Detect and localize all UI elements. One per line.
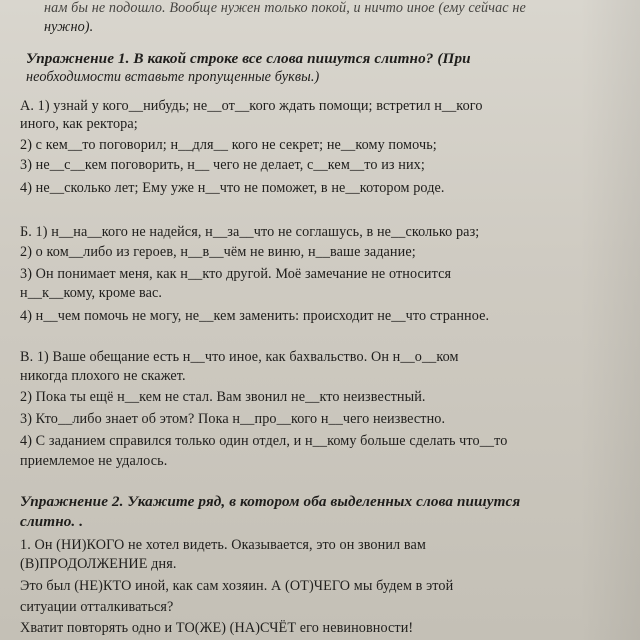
text-line-v1: В. 1) Ваше обещание есть н__что иное, как бахвальство. Он н__о__ком	[20, 349, 459, 365]
exercise-2-heading: Упражнение 2. Укажите ряд, в котором оба выделенных слова пишутся	[20, 493, 521, 510]
text-line-a1: А. 1) узнай у кого__нибудь; не__от__кого ждать помощи; встретил н__кого	[20, 98, 483, 114]
text-line-e2-2: Это был (НЕ)КТО иной, как сам хозяин. А (ОТ)ЧЕГО мы будем в этой	[20, 578, 454, 594]
text-line-v3: 3) Кто__либо знает об этом? Пока н__про__кого н__чего неизвестно.	[20, 411, 446, 427]
page-edge-shadow	[580, 0, 640, 640]
text-line-b3: 3) Он понимает меня, как н__кто другой. Моё замечание не относится	[20, 266, 452, 282]
text-line-b4: 4) н__чем помочь не могу, не__кем заменить: происходит не__что странное.	[20, 308, 490, 324]
text-line-e2-3: Хватит повторять одно и ТО(ЖЕ) (НА)СЧЁТ его невиновности!	[20, 620, 414, 636]
exercise-1-heading: Упражнение 1. В какой строке все слова пишутся слитно? (При	[26, 50, 471, 67]
text-line-v4-cont: приемлемое не удалось.	[20, 453, 168, 469]
text-line-v1-cont: никогда плохого не скажет.	[20, 368, 186, 384]
exercise-2-heading-cont: слитно. .	[20, 513, 84, 530]
text-line-1: нам бы не подошло. Вообще нужен только покой, и ничто иное (ему сейчас не	[44, 0, 526, 16]
text-line-b2: 2) о ком__либо из героев, н__в__чём не виню, н__ваше задание;	[20, 244, 416, 260]
text-line-v2: 2) Пока ты ещё н__кем не стал. Вам звонил не__кто неизвестный.	[20, 389, 426, 405]
text-line-a3: 3) не__с__кем поговорить, н__ чего не делает, с__кем__то из них;	[20, 157, 425, 173]
text-line-b3-cont: н__к__кому, кроме вас.	[20, 285, 163, 301]
text-line-e2-2-cont: ситуации отталкиваться?	[20, 599, 174, 615]
exercise-1-subheading: необходимости вставьте пропущенные буквы.)	[26, 69, 320, 85]
text-line-a4: 4) не__сколько лет; Ему уже н__что не поможет, в не__котором роде.	[20, 180, 445, 196]
text-line-e2-1-cont: (В)ПРОДОЛЖЕНИЕ дня.	[20, 556, 177, 572]
text-line-b1: Б. 1) н__на__кого не надейся, н__за__что не соглашусь, в не__сколько раз;	[20, 224, 480, 240]
text-line-a2: 2) с кем__то поговорил; н__для__ кого не секрет; не__кому помочь;	[20, 137, 437, 153]
text-line-2: нужно).	[44, 19, 94, 35]
text-line-a1-cont: иного, как ректора;	[20, 116, 138, 132]
text-line-v4: 4) С заданием справился только один отдел, и н__кому больше сделать что__то	[20, 433, 508, 449]
text-line-e2-1: 1. Он (НИ)КОГО не хотел видеть. Оказывается, это он звонил вам	[20, 537, 426, 553]
